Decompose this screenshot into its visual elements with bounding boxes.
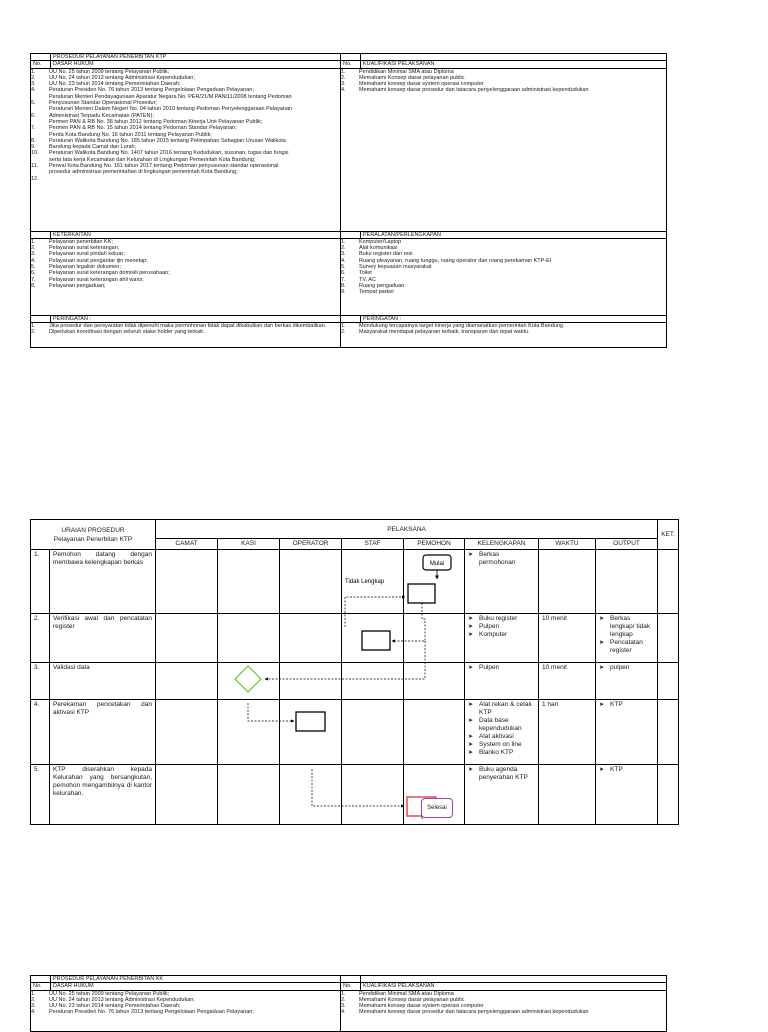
row-uraian: KTP diserahkan kepada Kelurahan yang bersangkutan, pemohon mengambilnya di kantor kelurahan. bbox=[50, 765, 156, 825]
item-number: 7. bbox=[31, 276, 36, 283]
dasar-hukum-list bbox=[31, 990, 341, 1031]
item-text: Ruang pleayanan, ruang tunggu, ruang operator dan ruang perekaman KTP-El bbox=[359, 257, 552, 264]
row-number: 2. bbox=[31, 614, 50, 663]
item-number: 3. bbox=[31, 251, 36, 258]
selesai-terminator bbox=[421, 798, 453, 818]
item-number: 4. bbox=[31, 87, 36, 94]
item-text: Mendukung tercapainya target kinerja yang diamanatkan pemerintah Kota Bandung. bbox=[359, 323, 565, 330]
selesai-label: Selesai bbox=[427, 805, 447, 811]
list-item bbox=[341, 87, 666, 93]
item-text: Diperlukan koordinasi dengan seluruh stake holder yang terkait. bbox=[49, 329, 205, 336]
item-text: Pelayanan penerbitan KK; bbox=[49, 238, 113, 245]
item-number: 9. bbox=[341, 289, 346, 296]
item-number: 8. bbox=[31, 137, 36, 144]
dasar-hukum-list bbox=[31, 68, 341, 231]
item-text: Pelayanan legalisir dokumen; bbox=[49, 264, 121, 271]
keterkaitan-header: KETERKAITAN bbox=[51, 231, 341, 238]
item-text: Memahami konsep dasar system operasi computer bbox=[359, 81, 484, 88]
kualifikasi-list bbox=[341, 990, 667, 1031]
output-item: ➤ Pencatatan register bbox=[599, 639, 654, 655]
row-number: 4. bbox=[31, 700, 50, 765]
item-text: Peraturan Walikota Bandung No. 185 tahun 2015 tentang Pelimpahan Sebagian Urusan Walikota bbox=[49, 137, 286, 144]
ket-header: KET. bbox=[658, 520, 679, 550]
item-text: Memahami Konsep dasar pelayanan public bbox=[359, 996, 465, 1003]
item-number: 2. bbox=[341, 74, 346, 81]
item-number: 3. bbox=[31, 1003, 36, 1010]
item-text: UU No. 25 tahun 2009 tentang Pelayanan Publik; bbox=[49, 68, 170, 75]
item-text: Peraturan Presiden No. 76 tahun 2013 tentang Pengelolaan Pengaduan Pelayanan; bbox=[49, 1009, 254, 1016]
item-text: Peraturan Menteri Dalam Negeri No. 04 tahun 2010 tentang Pedoman Penyelenggaraan Pelayanan bbox=[49, 106, 293, 113]
list-item bbox=[31, 329, 340, 335]
item-number: 2. bbox=[341, 329, 346, 336]
no-header: No. bbox=[31, 61, 51, 68]
item-number: 7. bbox=[31, 125, 36, 132]
item-number: 1. bbox=[341, 323, 346, 330]
mulai-label: Mulai bbox=[429, 561, 445, 567]
item-number: 1. bbox=[341, 238, 346, 245]
kelengkapan-item: ➤ System on line bbox=[468, 741, 535, 749]
flow-arrow bbox=[265, 641, 425, 679]
item-text: Bandung kepada Camat dan Lurah; bbox=[49, 144, 137, 151]
item-text: Jika prosedur dan persyaratan tidak dipenuhi maka permohonan tidak dapat dikabulkan dan berkas dikembalikan. bbox=[49, 323, 327, 330]
item-number: 4. bbox=[341, 257, 346, 264]
list-item bbox=[341, 289, 666, 295]
kelengkapan-item: ➤ Blanko KTP bbox=[468, 749, 535, 757]
item-number: 12. bbox=[31, 175, 39, 182]
item-number: 3. bbox=[341, 1003, 346, 1010]
item-text: Memahami konsep dasar system operasi computer bbox=[359, 1003, 484, 1010]
item-text: Buku register dan resi bbox=[359, 251, 413, 258]
column-header-pemohon: PEMOHON bbox=[404, 539, 465, 550]
list-item bbox=[341, 1009, 666, 1015]
item-number: 1. bbox=[31, 990, 36, 997]
item-text bbox=[49, 176, 340, 182]
item-text: Memahami konsep dasar prosedur dan tatacara penyelenggaraan administrasi kependudukan bbox=[359, 87, 589, 94]
column-header-kasi: KASI bbox=[218, 539, 280, 550]
item-number: 3. bbox=[341, 81, 346, 88]
item-text: Tempat parker bbox=[359, 289, 395, 296]
item-text: Pelayanan surat pengantar ijin menetap; bbox=[49, 257, 148, 264]
output-item: ➤ pulpen bbox=[599, 664, 654, 672]
uraian-title: URAIAN PROSEDUR bbox=[61, 526, 125, 534]
kelengkapan-item: ➤ Alat rekan & cetak KTP bbox=[468, 701, 535, 717]
sop-kk-table bbox=[30, 975, 667, 1032]
peringatan-right-list bbox=[341, 323, 667, 348]
item-text: Perwal Kota Bandung No. 161 tahun 2017 tentang Pedoman penyusunan standar operasional bbox=[49, 163, 279, 170]
tidak-lengkap-label: Tidak Lengkap bbox=[345, 579, 385, 585]
table-title: PROSEDUR PELAYANAN PENERBITAN KK bbox=[51, 976, 341, 983]
kelengkapan-item: ➤ Data base kependudukan bbox=[468, 717, 535, 733]
item-text: Pelayanan surat keterangan domisili perusahaan; bbox=[49, 270, 170, 277]
item-number: 3. bbox=[341, 251, 346, 258]
item-text: UU No. 23 tahun 2014 tentang Pemerintahan Daerah; bbox=[49, 81, 181, 88]
flow-arrow bbox=[248, 703, 294, 721]
item-number: 1. bbox=[31, 68, 36, 75]
item-text: Peraturan Menteri Pendayagunaan Aparatur Negara No. PER/21/M.PAN/11/2008 tentang Pedoman bbox=[49, 93, 292, 100]
item-number: 6. bbox=[31, 112, 36, 119]
item-number: 1. bbox=[31, 323, 36, 330]
kelengkapan-item: ➤ Komputer bbox=[468, 631, 535, 639]
item-text: Peraturan Walikota Bandung No. 1407 tahun 2016 tentang Kedudukan, susunan, tugas dan fungsi bbox=[49, 150, 289, 157]
item-text: Pendidikan Minimal SMA atau Diploma bbox=[359, 990, 454, 997]
item-text: Penyusunan Standar Operasional Prosedur; bbox=[49, 100, 157, 107]
item-number: 6. bbox=[341, 270, 346, 277]
item-text: Komputer/Laptop bbox=[359, 238, 402, 245]
row-waktu: 10 menit bbox=[539, 663, 596, 700]
item-text: Memahami konsep dasar prosedur dan tatacara penyelenggaraan administrasi kependudukan bbox=[359, 1009, 589, 1016]
item-text: Masyarakat mendapat pelayanan terbaik, transparan dan tepat waktu. bbox=[359, 329, 530, 336]
kelengkapan-item: ➤ Berkas permohonan bbox=[468, 551, 535, 567]
flow-arrow bbox=[392, 603, 425, 641]
item-text: TV, AC bbox=[359, 276, 376, 283]
item-text: Administrasi Terpadu Kecamatan (PATEN); bbox=[49, 112, 154, 119]
validasi-decision bbox=[235, 666, 261, 692]
flow-arrow bbox=[312, 769, 404, 806]
item-number: 11. bbox=[31, 163, 39, 170]
item-number: 10. bbox=[31, 150, 39, 157]
item-number: 2. bbox=[341, 245, 346, 252]
peringatan-header: PERINGATAN : bbox=[51, 315, 341, 322]
row-uraian: Pemohon datang dengan membawa kelengkapan berkas bbox=[50, 550, 156, 614]
item-number: 2. bbox=[31, 74, 36, 81]
item-number: 2. bbox=[31, 245, 36, 252]
no-header: No. bbox=[341, 983, 361, 990]
kelengkapan-item: ➤ Buku agenda penyerahan KTP bbox=[468, 766, 535, 782]
peralatan-header: PERALATAN/PERLENGKAPAN bbox=[361, 231, 667, 238]
row-number: 5. bbox=[31, 765, 50, 825]
column-header-waktu: WAKTU bbox=[539, 539, 596, 550]
pelaksana-header: PELAKSANA bbox=[156, 520, 658, 539]
column-header-output: OUTPUT bbox=[596, 539, 658, 550]
item-text: Permen PAN & RB No. 15 tahun 2014 tentang Pedoman Standar Pelayanan; bbox=[49, 125, 237, 132]
item-number: 9. bbox=[31, 144, 36, 151]
item-text: Pelayanan pengaduan; bbox=[49, 282, 106, 289]
item-text: prosedur administrasi pemerintahan di lingkungan pemerintah Kota Bandung; bbox=[49, 169, 238, 176]
row-uraian: Validasi data bbox=[50, 663, 156, 700]
item-text: Peraturan Presiden No. 76 tahun 2013 tentang Pengelolaan Pengaduan Pelayanan; bbox=[49, 87, 254, 94]
item-number: 4. bbox=[31, 257, 36, 264]
item-number: 6. bbox=[31, 270, 36, 277]
column-header-operator: OPERATOR bbox=[280, 539, 342, 550]
kelengkapan-item: ➤ Pulpen bbox=[468, 664, 535, 672]
flow-arrow-back bbox=[345, 597, 405, 627]
kelengkapan-item: ➤ Buku register bbox=[468, 615, 535, 623]
no-header: No. bbox=[341, 61, 361, 68]
list-item bbox=[341, 329, 666, 335]
item-number: 5. bbox=[341, 264, 346, 271]
item-number: 5. bbox=[31, 100, 36, 107]
item-number: 1. bbox=[31, 238, 36, 245]
operator-process-box bbox=[296, 712, 325, 731]
list-item bbox=[31, 283, 340, 289]
staf-process-box bbox=[362, 631, 390, 650]
item-text: Pendidikan Minimal SMA atau Diploma bbox=[359, 68, 454, 75]
peralatan-list bbox=[341, 238, 667, 315]
sop-ktp-table bbox=[30, 53, 667, 348]
item-text: Ruang pengaduan bbox=[359, 282, 405, 289]
list-item bbox=[31, 176, 340, 182]
item-text: Survey kepuasan masyarakat bbox=[359, 264, 432, 271]
row-waktu: 1 hari bbox=[539, 700, 596, 765]
kualifikasi-header: KUALIFIKASI PELAKSANAN bbox=[361, 983, 667, 990]
item-text: Perda Kota Bandung No. 16 tahun 2011 tentang Pelayanan Publik; bbox=[49, 131, 212, 138]
column-header-staf: STAF bbox=[342, 539, 404, 550]
peringatan-header-right: PERINGATAN : bbox=[361, 315, 667, 322]
output-item: ➤ Berkas lengkap/ tidak lengkap bbox=[599, 615, 654, 639]
kualifikasi-header: KUALIFIKASI PELAKSANAN bbox=[361, 61, 667, 68]
item-number: 3. bbox=[31, 81, 36, 88]
row-waktu: 10 menit bbox=[539, 614, 596, 663]
dasar-hukum-header: DASAR HUKUM bbox=[51, 61, 341, 68]
item-text: UU No. 25 tahun 2009 tentang Pelayanan Publik; bbox=[49, 990, 170, 997]
item-text: UU No. 24 tahun 2013 tentang Administrasi Kependudukan; bbox=[49, 996, 195, 1003]
item-text: UU No. 24 tahun 2013 tentang Administrasi Kependudukan; bbox=[49, 74, 195, 81]
table-title: PROSEDUR PELAYANAN PENERBITAN KTP bbox=[51, 54, 341, 61]
column-header-kelengkapan: KELENGKAPAN bbox=[465, 539, 539, 550]
item-number: 4. bbox=[341, 1009, 346, 1016]
output-item: ➤ KTP bbox=[599, 701, 654, 709]
keterkaitan-list bbox=[31, 238, 341, 315]
item-number: 2. bbox=[31, 329, 36, 336]
item-text: Memahami Konsep dasar pelayanan public bbox=[359, 74, 465, 81]
row-number: 3. bbox=[31, 663, 50, 700]
item-number: 2. bbox=[341, 996, 346, 1003]
item-number: 4. bbox=[341, 87, 346, 94]
item-text: Permen PAN & RB No. 38 tahun 2012 tentang Pedoman Kinerja Unit Pelayanan Publik; bbox=[49, 118, 263, 125]
item-number: 1. bbox=[341, 68, 346, 75]
item-text: Toilet bbox=[359, 270, 372, 277]
item-number: 7. bbox=[341, 276, 346, 283]
item-text: Pelayanan surat keterangan ahli waris; bbox=[49, 276, 144, 283]
row-number: 1. bbox=[31, 550, 50, 614]
row-uraian: Verifikasi awal dan pencatatan register bbox=[50, 614, 156, 663]
row-uraian: Perekaman pencetakan dan aktivasi KTP bbox=[50, 700, 156, 765]
item-text: UU No. 23 tahun 2014 tentang Pemerintahan Daerah; bbox=[49, 1003, 181, 1010]
flowchart bbox=[30, 519, 678, 823]
dasar-hukum-header: DASAR HUKUM bbox=[51, 983, 341, 990]
item-text: Pelayanan surat keterangan; bbox=[49, 245, 120, 252]
item-text: Pelayanan surat pindah keluar; bbox=[49, 251, 125, 258]
item-number: 1. bbox=[341, 990, 346, 997]
output-item: ➤ KTP bbox=[599, 766, 654, 774]
item-number: 8. bbox=[341, 282, 346, 289]
pemohon-process-box bbox=[408, 584, 435, 603]
flow-lines bbox=[30, 519, 678, 823]
item-number: 4. bbox=[31, 1009, 36, 1016]
kelengkapan-item: ➤ Alat aktivasi bbox=[468, 733, 535, 741]
uraian-subtitle: Pelayanan Penerbitan KTP bbox=[53, 535, 133, 543]
item-number: 8. bbox=[31, 282, 36, 289]
list-item bbox=[31, 1009, 340, 1015]
item-text: Alat komunikasi bbox=[359, 245, 398, 252]
column-header-camat: CAMAT bbox=[156, 539, 218, 550]
peringatan-list bbox=[31, 323, 341, 348]
item-number: 5. bbox=[31, 264, 36, 271]
kelengkapan-item: ➤ Pulpen bbox=[468, 623, 535, 631]
item-number: 2. bbox=[31, 996, 36, 1003]
item-text: serta tata kerja Kecamatan dan Kelurahan di Lingkungan Pemerintah Kota Bandung; bbox=[49, 156, 256, 163]
no-header: No. bbox=[31, 983, 51, 990]
kualifikasi-list bbox=[341, 68, 667, 231]
